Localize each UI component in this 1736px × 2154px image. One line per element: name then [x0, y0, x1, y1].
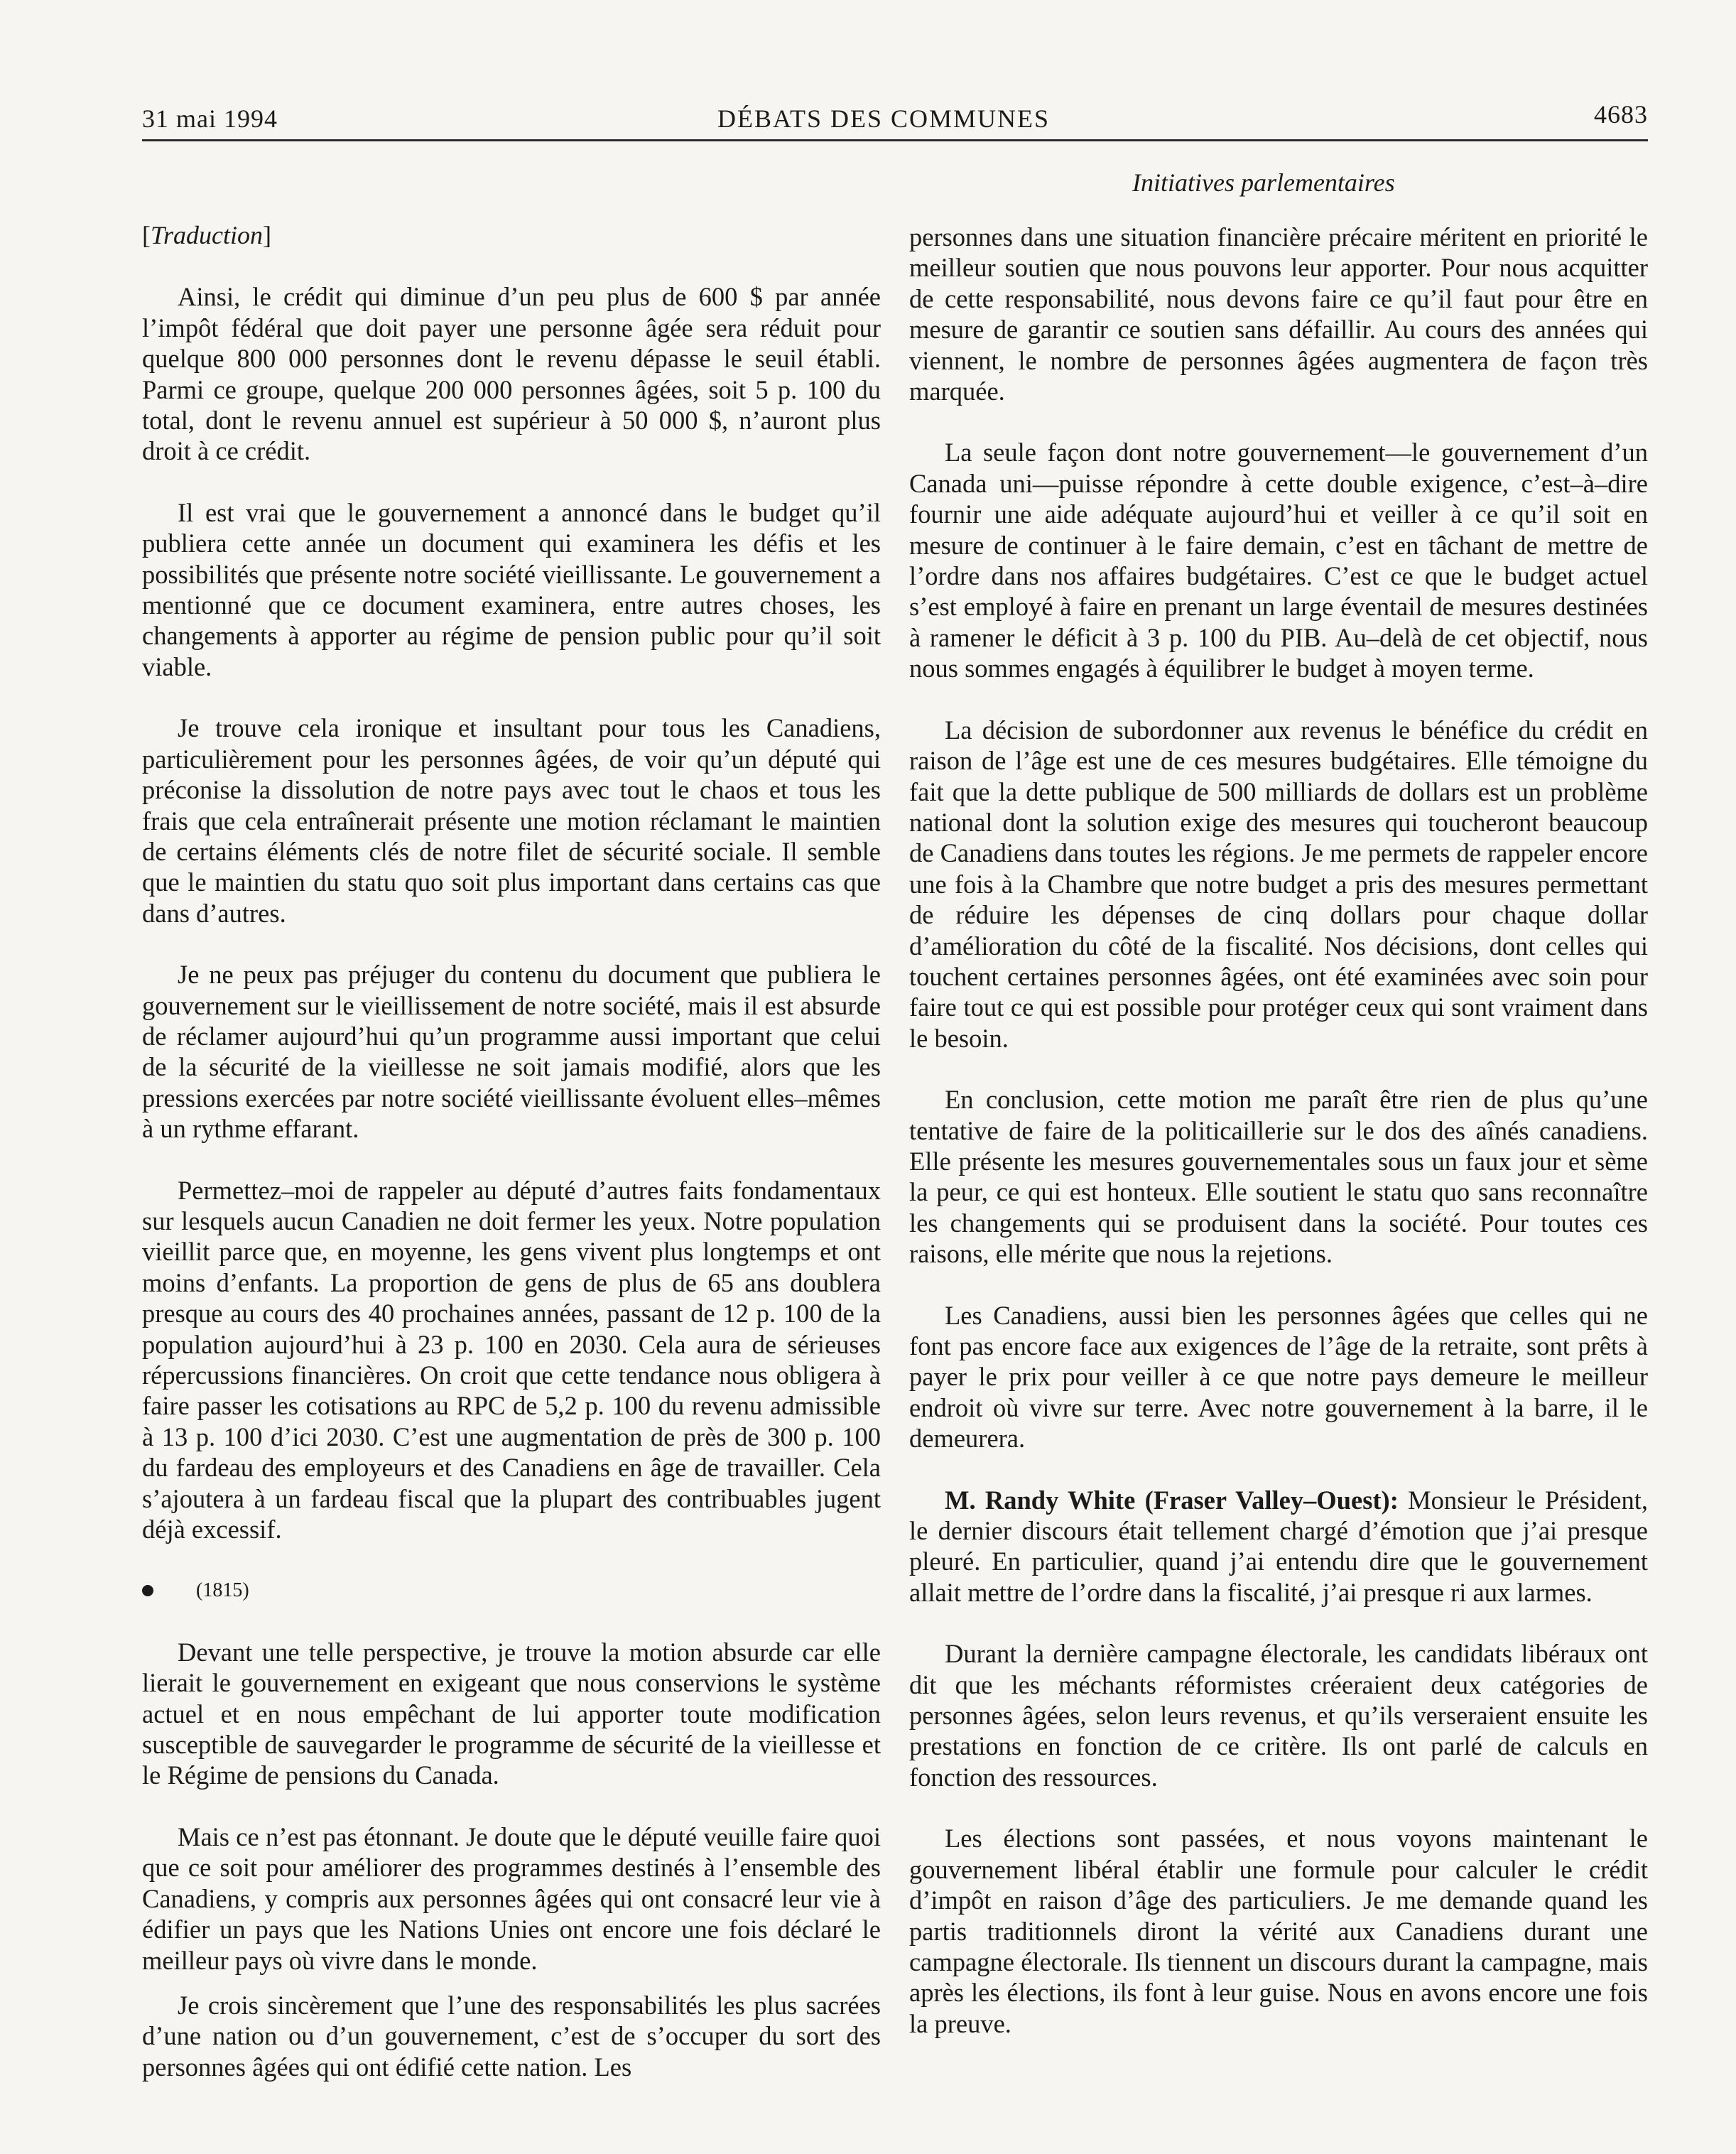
paragraph: Les Canadiens, aussi bien les personnes âgées que celles qui ne font pas encore face aux exigences de l’âge de la retraite, sont prêts à payer le prix pour veiller à ce que notre pays demeure le meilleur endroit où vivre sur terre. Avec notre gouvernement à la barre, il le demeurera. — [909, 1300, 1648, 1454]
header-journal-title: DÉBATS DES COMMUNES — [717, 104, 1051, 133]
paragraph: La décision de subordonner aux revenus le bénéfice du crédit en raison de l’âge est une de ces mesures budgétaires. Elle témoigne du fait que la dette publique de 500 milliards de dollars est un problème national dont la solution exige des mesures qui toucheront beaucoup de Canadiens dans toutes les régions. Je me permets de rappeler encore une fois à la Chambre que notre budget a pris des mesures permettant de réduire les dépenses de cinq dollars pour chaque dollar d’amélioration du côté de la fiscalité. Nos décisions, dont celles qui touchent certaines personnes âgées, ont été examinées avec soin pour faire tout ce qui est possible pour protéger ceux qui sont vraiment dans le besoin. — [909, 715, 1648, 1053]
paragraph: En conclusion, cette motion me paraît être rien de plus qu’une tentative de faire de la politicaillerie sur le dos des aînés canadiens. Elle présente les mesures gouvernementales sous un faux jour et sème la peur, ce qui est honteux. Elle soutient le statu quo sans reconnaître les changements qui se produisent dans la société. Pour toutes ces raisons, elle mérite que nous la rejetions. — [909, 1085, 1648, 1269]
right-column — [909, 222, 1648, 2069]
speech-paragraph — [909, 1485, 1648, 1608]
translation-tag: [Traduction] — [142, 221, 272, 249]
paragraph: Les élections sont passées, et nous voyons maintenant le gouvernement libéral établir une formule pour calculer le crédit d’impôt en raison d’âge des particuliers. Je me demande quand les partis traditionnels diront la vérité aux Canadiens durant une campagne électorale. Ils tiennent un discours durant la campagne, mais après les élections, ils font à leur guise. Nous en avons encore une fois la preuve. — [909, 1824, 1648, 2038]
paragraph: Mais ce n’est pas étonnant. Je doute que le député veuille faire quoi que ce soit pour améliorer des programmes destinés à l’ensemble des Canadiens, y compris aux personnes âgées qui ont consacré leur vie à édifier un pays que les Nations Unies ont encore une fois déclaré le meilleur pays où vivre dans le monde. — [142, 1822, 881, 1975]
page-header — [142, 99, 1648, 142]
left-column — [142, 220, 881, 2113]
header-rule — [142, 139, 1648, 141]
timestamp-label: (1815) — [196, 1579, 249, 1602]
paragraph: Je crois sincèrement que l’une des responsabilités les plus sacrées d’une nation ou d’un gouvernement, c’est de s’occuper du sort des personnes âgées qui ont édifié cette nation. Les — [142, 1990, 881, 2082]
paragraph: Durant la dernière campagne électorale, les candidats libéraux ont dit que les méchants réformistes créeraient deux catégories de personnes âgées, selon leurs revenus, et qu’ils verseraient ensuite les prestations en fonction de ce critère. Ils ont parlé de calculs en fonction des ressources. — [909, 1639, 1648, 1792]
paragraph: Devant une telle perspective, je trouve la motion absurde car elle lierait le gouvernement en exigeant que nous conservions le système actuel et en nous empêchant de lui apporter toute modification susceptible de sauvegarder le programme de sécurité de la vieillesse et le Régime de pensions du Canada. — [142, 1637, 881, 1790]
bullet-icon — [142, 1585, 153, 1596]
speaker-name: M. Randy White (Fraser Valley–Ouest): — [945, 1485, 1399, 1515]
paragraph: La seule façon dont notre gouvernement—le gouvernement d’un Canada uni—puisse répondre à cette double exigence, c’est–à–dire fournir une aide adéquate aujourd’hui et veiller à ce qu’il soit en mesure de continuer à le faire demain, c’est en tâchant de mettre de l’ordre dans nos affaires budgétaires. C’est ce que le budget actuel s’est employé à faire en prenant un large éventail de mesures destinées à ramener le déficit à 3 p. 100 du PIB. Au–delà de cet objectif, nous nous sommes engagés à équilibrer le budget à moyen terme. — [909, 438, 1648, 683]
paragraph: Je trouve cela ironique et insultant pour tous les Canadiens, particulièrement pour les personnes âgées, de voir qu’un député qui préconise la dissolution de notre pays avec tout le chaos et tous les frais que cela entraînerait présente une motion réclamant le maintien de certains éléments clés de notre filet de sécurité sociale. Il semble que le maintien du statu quo soit plus important dans certains cas que dans d’autres. — [142, 713, 881, 928]
translation-tag-label: Traduction — [151, 221, 264, 249]
paragraph: Je ne peux pas préjuger du contenu du document que publiera le gouvernement sur le vieillissement de notre société, mais il est absurde de réclamer aujourd’hui qu’un programme aussi important que celui de la sécurité de la vieillesse ne soit jamais modifié, alors que les pressions exercées par notre société vieillissante évoluent elles–mêmes à un rythme effarant. — [142, 960, 881, 1144]
header-date: 31 mai 1994 — [142, 104, 278, 133]
paragraph-continuation: personnes dans une situation financière précaire méritent en priorité le meilleur soutien que nous pouvons leur apporter. Pour nous acquitter de cette responsabilité, nous devons faire ce qu’il faut pour être en mesure de garantir ce soutien sans défaillir. Au cours des années qui viennent, le nombre de personnes âgées augmentera de façon très marquée. — [909, 222, 1648, 406]
paragraph: Permettez–moi de rappeler au député d’autres faits fondamentaux sur lesquels aucun Canadien ne doit fermer les yeux. Notre population vieillit parce que, en moyenne, les gens vivent plus longtemps et ont moins d’enfants. La proportion de gens de plus de 65 ans doublera presque au cours des 40 prochaines années, passant de 12 p. 100 de la population aujourd’hui à 23 p. 100 en 2030. Cela aura de sérieuses répercussions financières. On croit que cette tendance nous obligera à faire passer les cotisations au RPC de 5,2 p. 100 du revenu admissible à 13 p. 100 d’ici 2030. C’est une augmentation de près de 300 p. 100 du fardeau des employeurs et des Canadiens en âge de travailler. Cela s’ajoutera à un fardeau fiscal que la plupart des contribuables jugent déjà excessif. — [142, 1175, 881, 1544]
header-page-number: 4683 — [1594, 100, 1648, 129]
paragraph: Ainsi, le crédit qui diminue d’un peu plus de 600 $ par année l’impôt fédéral que doit payer une personne âgée sera réduit pour quelque 800 000 personnes dont le revenu dépasse le seuil établi. Parmi ce groupe, quelque 200 000 personnes âgées, soit 5 p. 100 du total, dont le revenu annuel est supérieur à 50 000 $, n’auront plus droit à ce crédit. — [142, 282, 881, 466]
paragraph: Il est vrai que le gouvernement a annoncé dans le budget qu’il publiera cette année un document qui examinera les défis et les possibilités que présente notre société vieillissante. Le gouvernement a mentionné que ce document examinera, entre autres choses, les changements à apporter au régime de pension public pour qu’il soit viable. — [142, 497, 881, 681]
timestamp — [142, 1575, 881, 1606]
speech-text: Monsieur le Président, le dernier discours était tellement chargé d’émotion que j’ai presque pleuré. En particulier, quand j’ai entendu dire que le gouvernement allait mettre de l’ordre dans la fiscalité, j’ai presque ri aux larmes. — [909, 1485, 1648, 1607]
section-title: Initiatives parlementaires — [1132, 168, 1395, 197]
